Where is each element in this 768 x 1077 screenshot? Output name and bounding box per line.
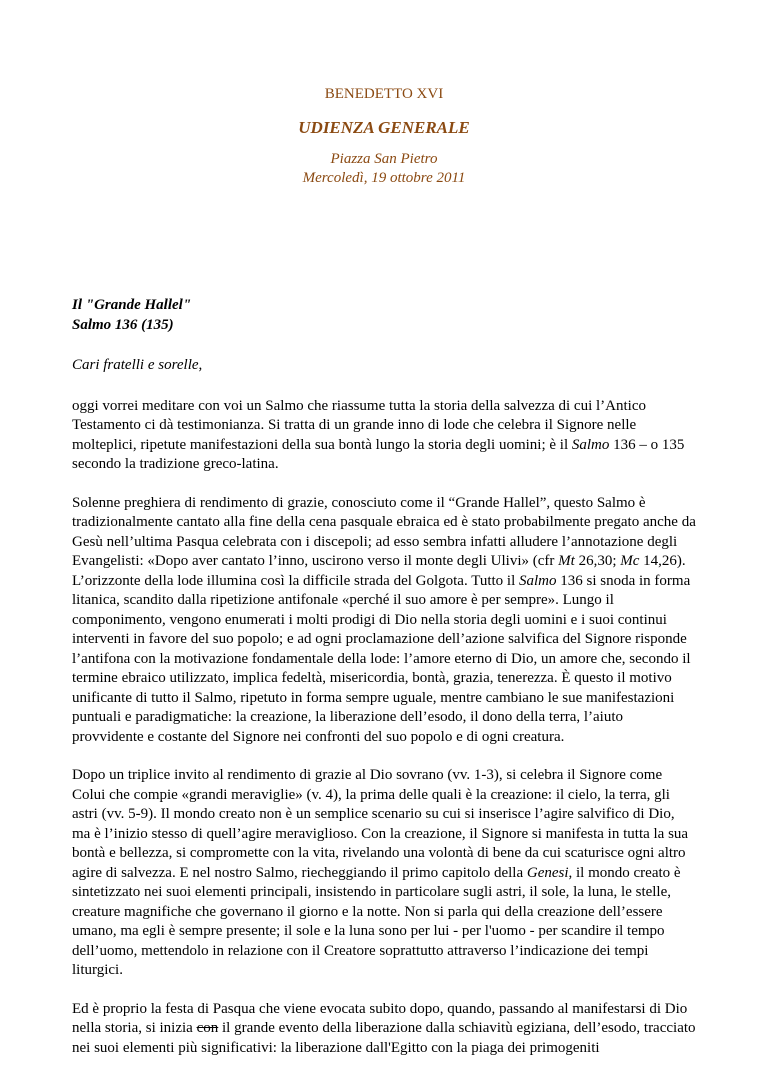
text-run: oggi vorrei meditare con voi un Salmo che riassume tutta la storia della salvezza di cui l’Antico Testamento ci dà testimonianza. Si tratta di un grande inno di lode che celebra il Signore nelle molteplici, ripetute manifestazioni della sua bontà lungo la storia degli uomini; è il	[72, 397, 646, 453]
document-body	[72, 296, 696, 1077]
text-run: 136 si snoda in forma litanica, scandito dalla ripetizione antifonale «perché il suo amore è per sempre». Lungo il componimento, vengono enumerati i molti prodigi di Dio nella storia degli uomini e i suoi continui interventi in favore del suo popolo; e ad ogni proclamazione dell’azione salvifica del Signore risponde l’antifona con la motivazione fondamentale della lode: l’amore eterno di Dio, un amore che, secondo il termine ebraico utilizzato, implica fedeltà, misericordia, bontà, grazia, tenerezza. È questo il motivo unificante di tutto il Salmo, ripetuto in forma sempre uguale, mentre cambiano le sue manifestazioni puntuali e paradigmatiche: la creazione, la liberazione dell’esodo, il dono della terra, l’aiuto provvidente e costante del Signore nei confronti del suo popolo e di ogni creatura.	[72, 572, 691, 745]
text-run: Dopo un triplice invito al rendimento di grazie al Dio sovrano (vv. 1-3), si celebra il Signore come Colui che compie «grandi meraviglie» (v. 4), la prima delle quali è la creazione: il cielo, la terra, gli astri (vv. 5-9). Il mondo creato non è un semplice scenario su cui si inserisce l’agire salvifico di Dio, ma è l’inizio stesso di quell’agire meraviglioso. Con la creazione, il Signore si manifesta in tutta la sua bontà e bellezza, si compromette con la vita, rivelando una volontà di bene da cui scaturisce ogni altro agire di salvezza. E nel nostro Salmo, riecheggiando il primo capitolo della	[72, 767, 689, 881]
page-title: UDIENZA GENERALE	[298, 118, 470, 137]
text-run: il grande evento della liberazione dalla schiavitù egiziana, dell’esodo, tracciato nei suoi elementi più significativi: la liberazione dall'Egitto con la piaga dei primogeniti	[72, 1020, 696, 1056]
date-line: Mercoledì, 19 ottobre 2011	[302, 170, 466, 186]
place-line: Piazza San Pietro	[330, 151, 438, 167]
place-date-block	[0, 150, 768, 188]
text-run: , il mondo creato è sintetizzato nei suoi elementi principali, insistendo in particolare sugli astri, il sole, la luna, le stelle, creature magnifiche che governano il giorno e la notte. Non si parla qui della creazione dell’essere umano, ma egli è sempre presente; il sole e la luna sono per lui - per l'uomo - per scandire il tempo dell’uomo, mettendolo in relazione con il Creatore soprattutto attraverso l’indicazione dei tempi liturgici.	[72, 864, 681, 978]
text-run: 26,30;	[574, 553, 621, 569]
subtitle-line-1: Il "Grande Hallel"	[72, 297, 192, 313]
italic-ref: Mt	[558, 553, 575, 569]
text-run: Ed è proprio la festa di Pasqua che viene evocata subito dopo, quando, passando al manifestarsi di Dio nella storia, si inizia	[72, 1000, 688, 1036]
italic-ref: Genesi	[526, 864, 569, 881]
paragraph-4	[72, 1000, 696, 1059]
italic-ref: Mc	[620, 553, 640, 569]
subtitle	[72, 296, 696, 335]
italic-ref: Salmo	[519, 572, 557, 589]
subtitle-line-2: Salmo 136 (135)	[72, 316, 174, 333]
struck-word: con	[196, 1020, 219, 1036]
paragraph-2	[72, 494, 696, 748]
italic-ref: Salmo	[571, 436, 610, 453]
greeting: Cari fratelli e sorelle,	[72, 357, 203, 373]
author-heading: BENEDETTO XVI	[324, 86, 444, 102]
paragraph-1	[72, 397, 696, 475]
text-run: 14,26). L’orizzonte della lode illumina così la difficile strada del Golgota. Tutto il	[72, 553, 686, 589]
text-run: Solenne preghiera di rendimento di grazie, conosciuto come il “Grande Hallel”, questo Salmo è tradizionalmente cantato alla fine della cena pasquale ebraica ed è stato probabilmente pregato anche da Gesù nell’ultima Pasqua celebrata con i discepoli; ad esso sembra infatti alludere l’annotazione degli Evangelisti: «Dopo aver cantato l’inno, uscirono verso il monte degli Ulivi» (cfr	[72, 494, 696, 569]
text-run: 136 – o 135 secondo la tradizione greco-latina.	[72, 436, 685, 472]
paragraph-3	[72, 766, 696, 981]
